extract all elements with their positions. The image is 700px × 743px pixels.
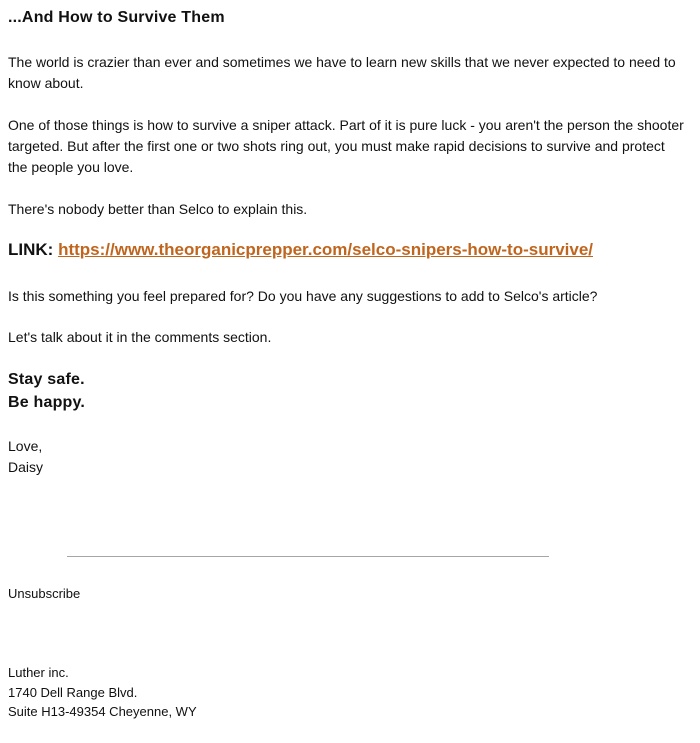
email-heading: ...And How to Survive Them [8,9,225,26]
sign-off-stay-safe: Stay safe. [8,371,85,388]
article-link-line [8,240,593,260]
comments-paragraph: Let's talk about it in the comments section. [8,329,272,345]
question-paragraph: Is this something you feel prepared for? Do you have any suggestions to add to Selco's article? [8,288,598,304]
footer-address [8,663,197,722]
sniper-paragraph: One of those things is how to survive a sniper attack. Part of it is pure luck - you aren't the person the shooter targeted. But after the first one or two shots ring out, you must make rapid decisions to survive and protect the people you love. [8,117,684,175]
link-label: LINK: [8,240,54,259]
intro-paragraph: The world is crazier than ever and sometimes we have to learn new skills that we never expected to need to know about. [8,54,676,91]
unsubscribe-link[interactable]: Unsubscribe [8,586,81,601]
selco-paragraph: There's nobody better than Selco to explain this. [8,201,308,217]
address-line-2: Suite H13-49354 Cheyenne, WY [8,704,197,719]
article-link[interactable]: https://www.theorganicprepper.com/selco-snipers-how-to-survive/ [58,240,594,259]
closing-text: Love, [8,438,43,454]
footer-divider [67,556,549,557]
address-line-1: 1740 Dell Range Blvd. [8,684,138,700]
sign-off-be-happy: Be happy. [8,394,86,411]
signature-name: Daisy [8,459,44,475]
company-name: Luther inc. [8,665,69,680]
